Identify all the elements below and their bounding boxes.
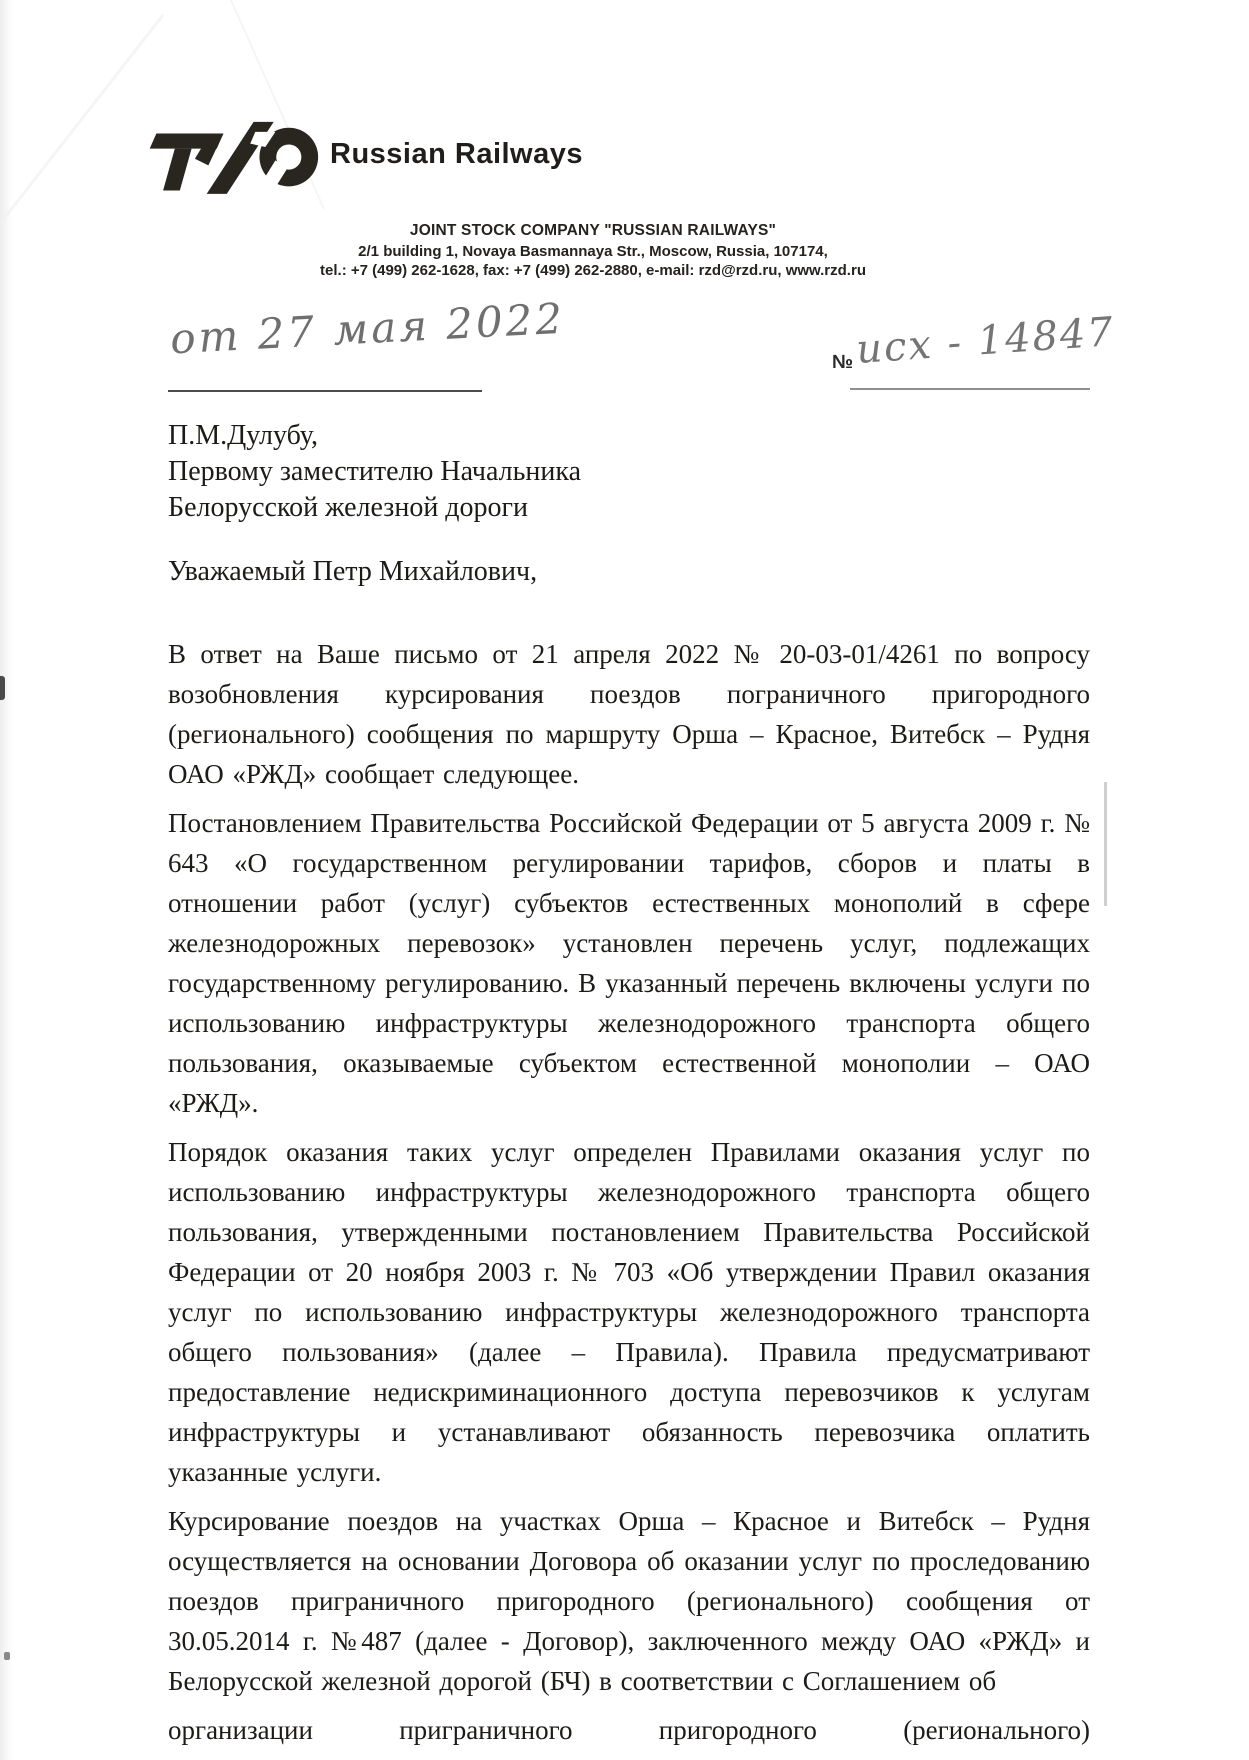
body-forced-justified-line [168,1710,1090,1750]
scan-artifact [0,676,5,700]
handwritten-date: от 27 мая 2022 [168,293,567,364]
scan-artifact [4,1652,10,1660]
body-word: пригородного [658,1715,817,1745]
body-paragraph: Курсирование поездов на участках Орша – Красное и Витебск – Рудня осуществляется на основании Договора об оказании услуг по проследованию поездов приграничного пригородного (регионального) сообщения от 30.05.2014 г. №487 (далее - Договор), заключенного между ОАО «РЖД» и Белорусской железной дорогой (БЧ) в соответствии с Соглашением об [168,1506,1090,1696]
body-paragraph: В ответ на Ваше письмо от 21 апреля 2022 № 20-03-01/4261 по вопросу возобновления курсирования поездов пограничного пригородного (регионального) сообщения по маршруту Орша – Красное, Витебск – Рудня ОАО «РЖД» сообщает следующее. [168,639,1090,789]
scan-crease [0,14,164,276]
letterhead [168,222,1018,279]
addressee-line: Первому заместителю Начальника [168,456,581,487]
body-paragraph: Порядок оказания таких услуг определен Правилами оказания услуг по использованию инфраструктуры железнодорожного транспорта общего пользования, утвержденными постановлением Правительства Российской Федерации от 20 ноября 2003 г. № 703 «Об утверждении Правил оказания услуг по использованию инфраструктуры железнодорожного транспорта общего пользования» (далее – Правила). Правила предусматривают предоставление недискриминационного доступа перевозчиков к услугам инфраструктуры и устанавливают обязанность перевозчика оплатить указанные услуги. [168,1137,1090,1487]
body-word: (регионального) [903,1715,1090,1745]
handwritten-number: исх - 14847 [854,309,1117,373]
addressee-block [168,418,581,526]
addressee-line: Белорусской железной дороги [168,492,529,523]
number-sign-label: № [832,352,854,373]
body-paragraphs [168,634,1090,1701]
letterhead-company: JOINT STOCK COMPANY "RUSSIAN RAILWAYS" [409,222,777,239]
letter-body [168,634,1090,1750]
rzd-monogram-icon [148,103,324,201]
outgoing-number-field [850,308,1117,390]
outgoing-date-field [168,293,567,392]
body-word: приграничного [399,1715,573,1745]
body-word: организации [168,1715,313,1745]
addressee-line: П.М.Дулубу, [168,420,318,451]
brand-name: Russian Railways [330,138,583,170]
rzd-logo [148,103,324,201]
scan-edge-shading [0,0,12,1760]
body-paragraph: Постановлением Правительства Российской Федерации от 5 августа 2009 г. № 643 «О государственном регулировании тарифов, сборов и платы в отношении работ (услуг) субъектов естественных монополий в сфере железнодорожных перевозок» установлен перечень услуг, подлежащих государственному регулированию. В указанный перечень включены услуги по использованию инфраструктуры железнодорожного транспорта общего пользования, оказываемые субъектом естественной монополии – ОАО «РЖД». [168,808,1090,1118]
letterhead-contacts: tel.: +7 (499) 262-1628, fax: +7 (499) 262-2880, e-mail: rzd@rzd.ru, www.rzd.ru [320,262,866,279]
salutation: Уважаемый Петр Михайлович, [168,556,538,587]
scan-artifact [1104,782,1107,906]
letterhead-address: 2/1 building 1, Novaya Basmannaya Str., Moscow, Russia, 107174, [358,243,828,260]
